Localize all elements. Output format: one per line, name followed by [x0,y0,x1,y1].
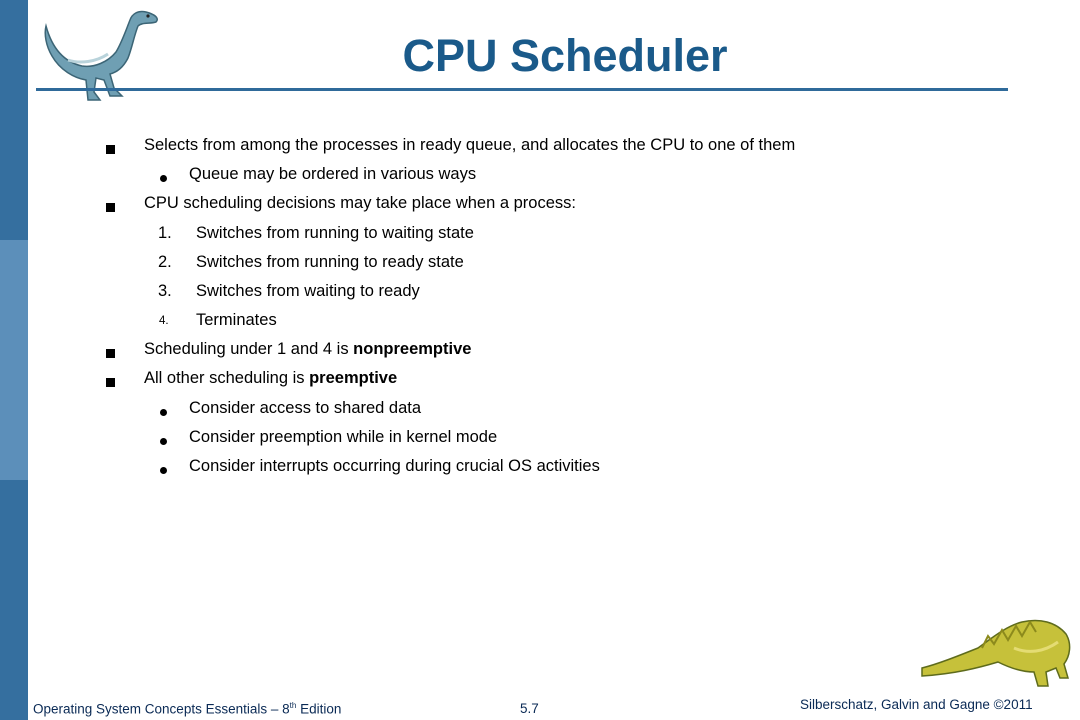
bullet-emphasis: preemptive [309,369,398,387]
list-number: 3. [158,282,172,300]
sub-bullet-text: Consider preemption while in kernel mode [189,428,498,446]
footer-page-number: 5.7 [520,701,539,716]
bullet-text [144,369,397,388]
left-sidebar [0,0,28,720]
square-bullet-icon [106,140,115,159]
footer-book-title [33,701,341,717]
sub-bullet-text: Consider interrupts occurring during crucial OS activities [189,457,600,475]
square-bullet-icon [106,373,115,392]
title-rule [36,88,1008,91]
bullet-text: CPU scheduling decisions may take place when a process: [144,194,576,212]
bullet-text: Selects from among the processes in ready queue, and allocates the CPU to one of them [144,136,796,154]
bullet-emphasis: nonpreemptive [353,340,472,358]
round-bullet-icon [160,168,167,187]
bullet-text [144,340,471,359]
round-bullet-icon [160,402,167,421]
list-number: 2. [158,253,172,271]
slide-title: CPU Scheduler [402,30,728,81]
round-bullet-icon [160,460,167,479]
footer-book-prefix: Operating System Concepts Essentials – 8 [33,701,290,717]
footer-book-suffix: Edition [296,701,342,717]
numbered-item-text: Terminates [196,311,277,329]
list-number: 1. [158,224,172,242]
bullet-prefix: Scheduling under 1 and 4 is [144,340,354,358]
numbered-item-text: Switches from waiting to ready [196,282,420,300]
bullet-prefix: All other scheduling is [144,369,310,387]
sidebar-segment [0,240,28,480]
sub-bullet-text: Queue may be ordered in various ways [189,165,477,183]
square-bullet-icon [106,344,115,363]
list-number: 4. [159,315,169,327]
sidebar-segment [0,480,28,720]
footer-book-sup: th [289,701,297,710]
sidebar-segment [0,0,28,240]
numbered-item-text: Switches from running to waiting state [196,224,474,242]
numbered-item-text: Switches from running to ready state [196,253,464,271]
footer-copyright: Silberschatz, Galvin and Gagne ©2011 [800,697,1033,712]
square-bullet-icon [106,198,115,217]
dinosaur-bottom-right-icon [918,612,1074,692]
round-bullet-icon [160,431,167,450]
sub-bullet-text: Consider access to shared data [189,399,422,417]
